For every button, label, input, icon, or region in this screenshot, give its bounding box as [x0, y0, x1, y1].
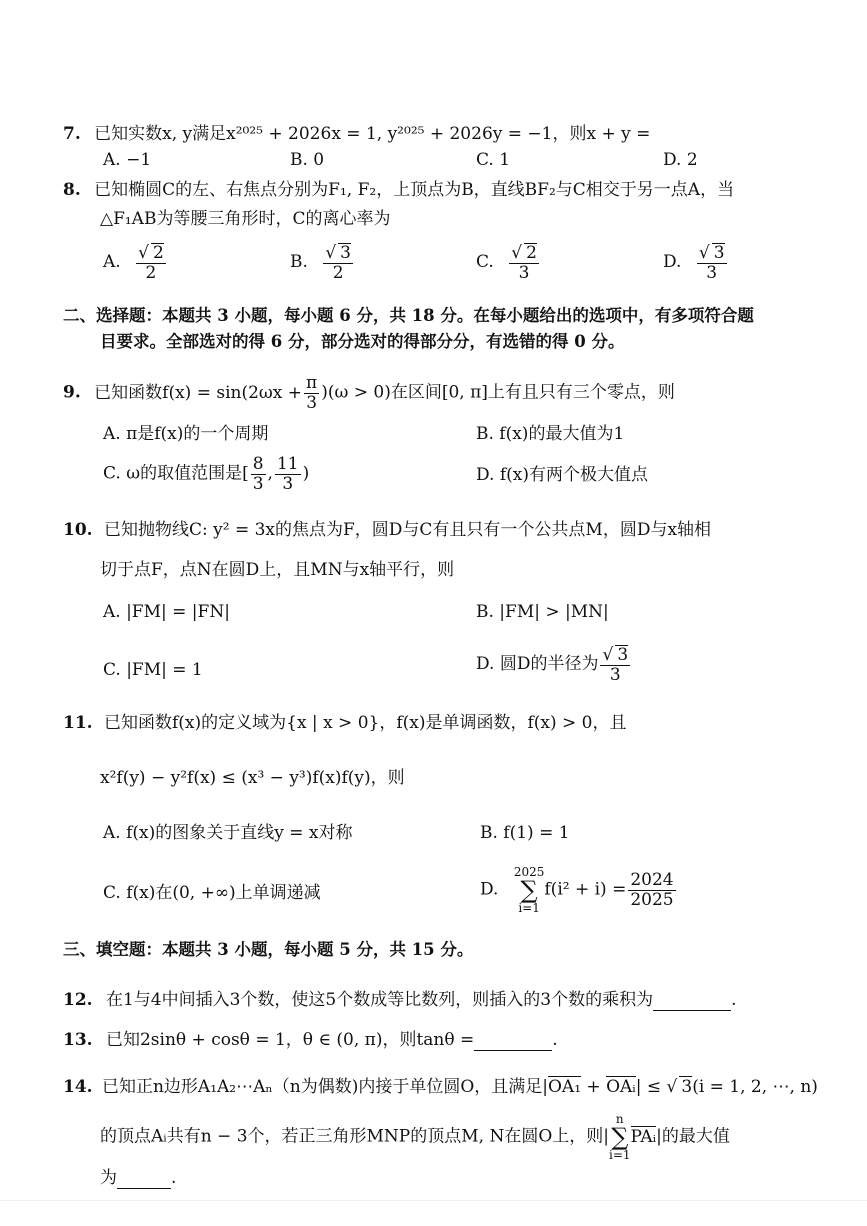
- answer-blank[interactable]: [117, 1168, 171, 1189]
- question-stem: 已知实数x, y满足x²⁰²⁵ + 2026x = 1, y²⁰²⁵ + 2026y = −1，则x + y =: [94, 124, 651, 144]
- answer-blank[interactable]: [653, 990, 731, 1011]
- option-d: D. 圆D的半径为 √ $\frac{3}{3}$: [476, 645, 632, 684]
- question-number: 14.: [63, 1077, 93, 1097]
- summation: n ∑ i=1: [609, 1112, 631, 1162]
- fraction: $\frac{\pi}{3}$: [306, 373, 318, 413]
- option-c: C. |FM| = 1: [103, 660, 203, 680]
- option-b: B. f(1) = 1: [480, 823, 570, 843]
- answer-blank[interactable]: [474, 1030, 552, 1051]
- page-bottom-divider: [0, 1200, 867, 1201]
- question-8: [63, 180, 734, 200]
- question-number: 12.: [63, 990, 93, 1010]
- question-14-line3: 为 .: [100, 1168, 177, 1188]
- question-number: 13.: [63, 1030, 93, 1050]
- option-b: B. |FM| > |MN|: [476, 602, 609, 622]
- question-8-line2: △F₁AB为等腰三角形时，C的离心率为: [100, 209, 391, 229]
- question-13: 13. 已知2sinθ + cosθ = 1，θ ∈ (0, π)，则tanθ = .: [63, 1030, 558, 1050]
- question-9: 9. 已知函数f(x) = sin(2ωx + $\frac{\pi}{3}$ )(ω > 0)在区间[0, π]上有且只有三个零点，则: [63, 373, 675, 413]
- question-number: 9.: [63, 382, 81, 403]
- fraction: √ $\frac{2}{2}$: [136, 243, 166, 282]
- option-a: A. π是f(x)的一个周期: [103, 424, 269, 444]
- option-d: D. f(x)有两个极大值点: [476, 465, 648, 485]
- option-d: D. 2025 ∑ i=1f(i² + i) = $\frac{2024}{2025}$: [480, 865, 674, 915]
- section-heading-3: 三、填空题：本题共 3 小题，每小题 5 分，共 15 分。: [63, 940, 474, 959]
- fraction: $\frac{2024}{2025}$: [630, 869, 674, 910]
- question-stem-line1: 已知椭圆C的左、右焦点分别为F₁, F₂，上顶点为B，直线BF₂与C相交于另一点A，当: [94, 180, 735, 200]
- question-number: 7.: [63, 124, 81, 144]
- question-number: 10.: [63, 520, 93, 540]
- question-7: [63, 124, 650, 144]
- fraction: $\frac{8}{3}$: [252, 454, 264, 494]
- option-c: C. ω的取值范围是[ $\frac{8}{3}$ , $\frac{11}{3}$ ): [103, 454, 310, 494]
- option-c: C. √ $\frac{2}{3}$: [476, 243, 541, 282]
- question-14: 14. 已知正n边形A₁A₂⋯Aₙ（n为偶数)内接于单位圆O，且满足|OA₁ + OAᵢ| ≤ √ 3(i = 1, 2, ⋯, n): [63, 1076, 818, 1097]
- question-14-line2: 的顶点Aᵢ共有n − 3个，若正三角形MNP的顶点M, N在圆O上，则|n ∑ i=1PAᵢ|的最大值: [100, 1112, 730, 1162]
- option-d: D. √ $\frac{3}{3}$: [663, 243, 729, 282]
- option-b: B. 0: [290, 150, 325, 170]
- fraction: √ $\frac{3}{3}$: [697, 243, 727, 282]
- question-11-line2: x²f(y) − y²f(x) ≤ (x³ − y³)f(x)f(y)，则: [100, 768, 405, 788]
- option-a: A. −1: [103, 150, 152, 170]
- section-heading-2-line2: 目要求。全部选对的得 6 分，部分选对的得部分分，有选错的得 0 分。: [100, 332, 625, 351]
- fraction: $\frac{11}{3}$: [276, 454, 299, 494]
- fraction: √ $\frac{2}{3}$: [509, 243, 539, 282]
- question-10: 10. 已知抛物线C: y² = 3x的焦点为F，圆D与C有且只有一个公共点M，圆D与x轴相: [63, 520, 712, 540]
- section-heading-2: 二、选择题：本题共 3 小题，每小题 6 分，共 18 分。在每小题给出的选项中，有多项符合题: [63, 306, 754, 325]
- question-number: 11.: [63, 713, 93, 733]
- question-10-line2: 切于点F，点N在圆D上，且MN与x轴平行，则: [100, 560, 455, 580]
- option-b: B. √ $\frac{3}{2}$: [290, 243, 355, 282]
- fraction: √ $\frac{3}{3}$: [600, 645, 630, 684]
- summation: 2025 ∑ i=1: [513, 865, 545, 915]
- question-number: 8.: [63, 180, 81, 200]
- option-c: C. 1: [476, 150, 511, 170]
- option-a: A. √ $\frac{2}{2}$: [103, 243, 168, 282]
- question-11: 11. 已知函数f(x)的定义域为{x | x > 0}，f(x)是单调函数，f(x) > 0，且: [63, 713, 627, 733]
- option-b: B. f(x)的最大值为1: [476, 424, 625, 444]
- option-a: A. f(x)的图象关于直线y = x对称: [103, 823, 353, 843]
- option-a: A. |FM| = |FN|: [103, 602, 230, 622]
- fraction: √ $\frac{3}{2}$: [323, 243, 353, 282]
- option-d: D. 2: [663, 150, 698, 170]
- question-12: 12. 在1与4中间插入3个数，使这5个数成等比数列，则插入的3个数的乘积为 .: [63, 990, 737, 1010]
- option-c: C. f(x)在(0, +∞)上单调递减: [103, 883, 321, 903]
